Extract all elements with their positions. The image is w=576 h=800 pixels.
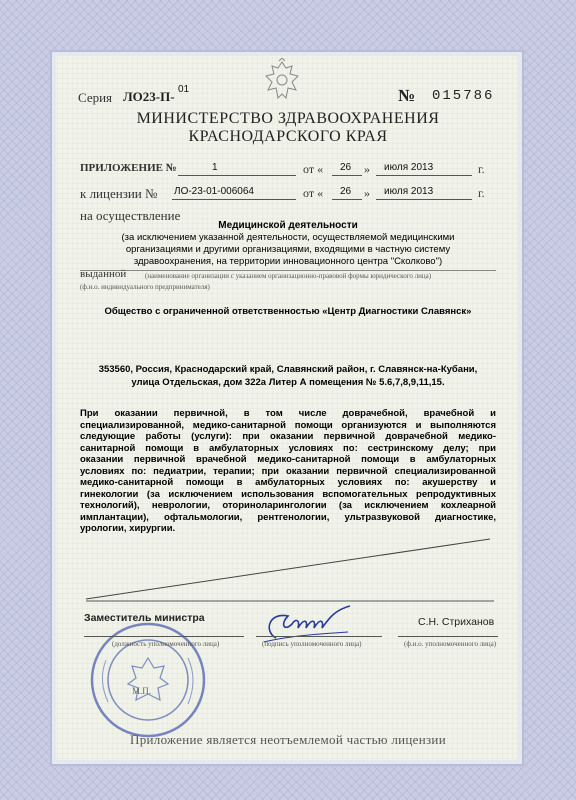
appendix-month-year: июля 2013 [384,162,434,173]
handwritten-signature-icon [258,598,358,646]
services-line: медико-санитарной помощи в амбулаторных условиях по: акушерству и [80,477,496,488]
appendix-close-quote: » [364,162,370,176]
ministry-line-1: МИНИСТЕРСТВО ЗДРАВООХРАНЕНИЯ [136,110,440,127]
sign-hint: (подпись уполномоченного лица) [262,640,362,648]
services-line: санитарной помощи в амбулаторных условиях по: сестринскому делу; при [80,442,496,454]
license-month-year: июля 2013 [384,186,434,197]
appendix-label: ПРИЛОЖЕНИЕ № [80,162,177,174]
stamp-label: М.П. [132,686,152,696]
services-line: имплантации), офтальмологии, рентгенологии, ультразвуковой диагностике, [80,511,496,523]
activity-desc-3: здравоохранения, на территории инновационного центра "Сколково") [133,256,443,267]
appendix-year-suffix: г. [478,162,485,176]
appendix-from: от « [303,162,324,176]
license-day: 26 [340,186,352,197]
strike-line [80,535,500,605]
number-value: 015786 [432,88,495,104]
services-block [80,408,496,535]
issued-hint-2: (ф.и.о. индивидуального предпринимателя) [80,283,210,291]
organization-name: Общество с ограниченной ответственностью «Центр Диагностики Славянск» [104,306,472,317]
activity-desc-2: организациями и другими организациями, входящими в частную систему [125,244,451,255]
license-year-suffix: г. [478,186,485,200]
services-line: гинекологии (за исключением использования вспомогательных репродуктивных [80,488,496,500]
position-hint: (должность уполномоченного лица) [112,640,220,648]
services-line: урологии, хирургии. [80,523,176,534]
services-line: оказании первичной врачебной медико-санитарной помощи в амбулаторных [80,454,496,465]
issued-hint-1: (наименование организации с указанием организационно-правовой формы юридического лица) [145,272,432,280]
license-label: к лицензии № [80,186,158,201]
ministry-line-2: КРАСНОДАРСКОГО КРАЯ [188,128,388,145]
name-hint: (ф.и.о. уполномоченного лица) [404,640,497,648]
activity-label: на осуществление [80,208,181,223]
activity-desc-1: (за исключением указанной деятельности, осуществляемой медицинскими [121,232,455,243]
services-line: При оказании первичной, в том числе доврачебной, врачебной и [80,408,496,419]
coat-of-arms-icon [262,58,302,104]
signer-name: С.Н. Стриханов [418,616,495,628]
appendix-number: 1 [212,162,218,173]
services-line: технологий), неврологии, оториноларингологии (за исключением кохлеарной [80,500,496,511]
series-label: Серия [78,90,113,105]
activity-title: Медицинской деятельности [218,220,358,231]
license-from: от « [303,186,324,200]
footer-text: Приложение является неотъемлемой частью лицензии [130,732,446,747]
signer-position: Заместитель министра [84,612,205,624]
appendix-day: 26 [340,162,352,173]
address-line-2: улица Отдельская, дом 322а Литер А помещения № 5.6,7,8,9,11,15. [131,377,445,388]
license-close-quote: » [364,186,370,200]
series-sup: 01 [178,84,190,95]
official-stamp-icon [88,620,208,740]
series-value: ЛО23-П- [123,89,175,104]
address-line-1: 353560, Россия, Краснодарский край, Славянский район, г. Славянск-на-Кубани, [98,364,478,375]
services-line: следующие работы (услуги): при оказании первичной доврачебной медико- [80,431,496,442]
license-number: ЛО-23-01-006064 [174,186,254,197]
issued-label: выданной [80,268,127,280]
services-line: условиях по: педиатрии, терапии; при оказании первичной специализированной [80,465,496,477]
number-sign: № [398,86,416,105]
services-line: специализированной, медико-санитарной помощи организуются и выполняются [80,419,496,431]
